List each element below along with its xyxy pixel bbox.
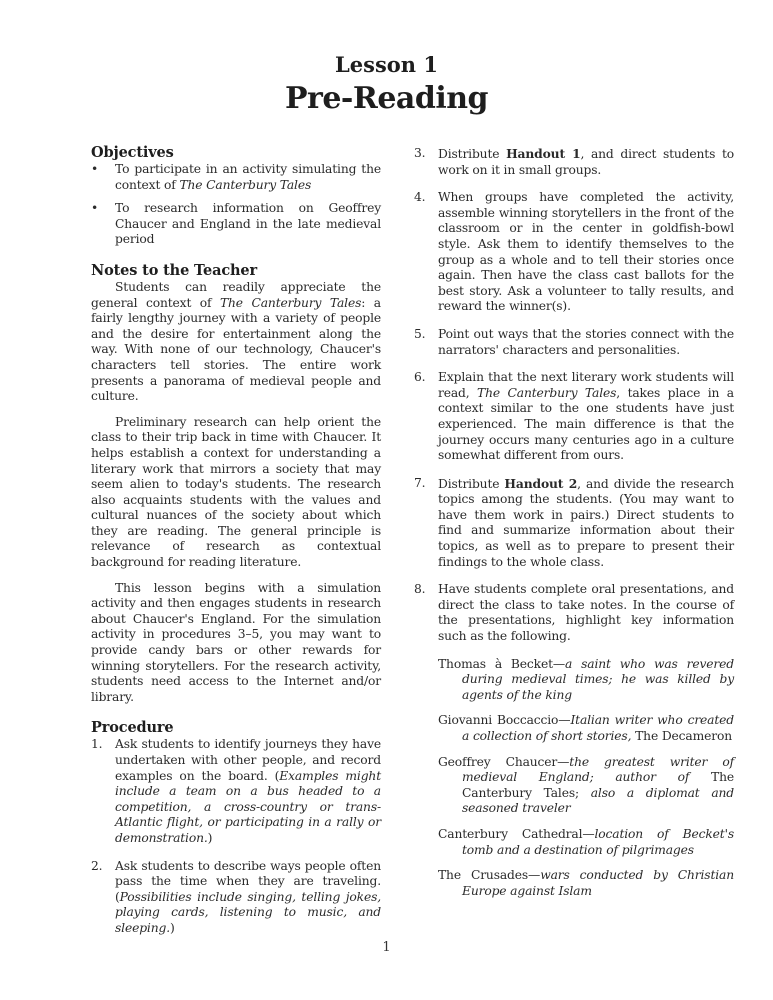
step-number: 3. [414,146,426,160]
step-number: 4. [414,190,426,205]
objective-emphasis: The Canterbury Tales [179,177,312,192]
notes-paragraph: Students can readily appreciate the general context of The Canterbury Tales: a fairly lengthy journey with a variety of people and the desire for entertainment along the way. With none of our technology, Chaucer's characters tell stories. The entire work presents a panorama of medieval people and culture. [91,279,381,404]
procedure-steps-left [91,737,381,936]
step-number: 2. [91,858,103,873]
lesson-label: Lesson 1 [335,52,438,77]
bullet-icon: • [91,162,99,176]
objectives-list [91,162,381,248]
page-header [0,52,773,118]
procedure-step: 8. Have students complete oral presentations, and direct the class to take notes. In the course of the presentations, highlight key information such as the following. [414,582,734,644]
notes-paragraph: This lesson begins with a simulation activity and then engages students in research about Chaucer's England. For the simulation activity in procedures 3–5, you may want to provide candy bars or other rewards for winning storytellers. For the research activity, students need access to the Internet and/or library. [91,580,381,704]
objective-text: To participate in an activity simulating the context of [115,162,381,192]
objectives-section [91,144,381,248]
procedure-step: 4. When groups have completed the activity, assemble winning storytellers in the front of the classroom or in the center in goldfish-bowl style. Ask them to identify themselves to the group as a whole and to tell their stories once again. Then have the class cast ballots for the best story. Ask a volunteer to tally results, and reward the winner(s). [414,190,734,314]
procedure-step: 5. Point out ways that the stories connect with the narrators' characters and personalities. [414,326,734,357]
procedure-step: 1. Ask students to identify journeys they have undertaken with other people, and record examples on the board. (Examples might include a team on a bus headed to a competition, a cross-country or trans-Atlantic flight, or participating in a rally or demonstration.) [91,737,381,845]
step-number: 6. [414,370,426,385]
procedure-step: 2. Ask students to describe ways people often pass the time when they are traveling. (Possibilities include singing, telling jokes, playing cards, listening to music, and sleeping.) [91,858,381,935]
objective-item [91,201,381,248]
right-column [414,146,734,909]
procedure-step: 6. Explain that the next literary work students will read, The Canterbury Tales, takes place in a context similar to the one students have just experienced. The main difference is that the journey occurs many centuries ago in a culture somewhat different from ours. [414,370,734,463]
step-number: 7. [414,475,426,490]
step-number: 1. [91,737,103,752]
page-number: 1 [382,940,391,955]
handout-reference: Handout 1 [506,146,581,161]
definition-item: Canterbury Cathedral—location of Becket's tomb and a destination of pilgrimages [438,826,734,857]
objective-text: To research information on Geoffrey Chaucer and England in the late medieval period [115,201,381,247]
definition-item: Giovanni Boccaccio—Italian writer who created a collection of short stories, The Decameron [438,713,734,743]
definition-item: The Crusades—wars conducted by Christian Europe against Islam [438,868,734,898]
procedure-section [91,719,381,936]
step-number: 8. [414,582,426,597]
key-information-list [438,657,734,900]
procedure-heading: Procedure [91,719,174,737]
objective-item [91,162,381,193]
notes-heading: Notes to the Teacher [91,261,257,279]
notes-paragraph: Preliminary research can help orient the class to their trip back in time with Chaucer. It helps establish a context for understanding a literary work that mirrors a society that may seem alien to today's students. The research also acquaints students with the values and cultural nuances of the society about which they are reading. The general principle is relevance of research as contextual background for reading literature. [91,414,381,570]
left-column [91,144,381,951]
objectives-heading: Objectives [91,144,174,161]
procedure-step: 3. Distribute Handout 1, and direct students to work on it in small groups. [414,146,735,177]
notes-section [91,262,381,705]
definition-item: Thomas à Becket—a saint who was revered during medieval times; he was killed by agents of the king [438,656,734,702]
procedure-step: 7. Distribute Handout 2, and divide the research topics among the students. (You may want to have them work in pairs.) Direct students to find and summarize information about their topics, as well as to prepare to present their findings to the whole class. [414,475,734,569]
handout-reference: Handout 2 [504,475,578,491]
definition-item: Geoffrey Chaucer—the greatest writer of medieval England; author of The Canterbury Tales; also a diplomat and seasoned traveler [438,754,734,816]
step-number: 5. [414,326,426,341]
procedure-steps-right [414,146,734,645]
bullet-icon: • [91,201,99,216]
page-title: Pre-Reading [284,81,489,116]
